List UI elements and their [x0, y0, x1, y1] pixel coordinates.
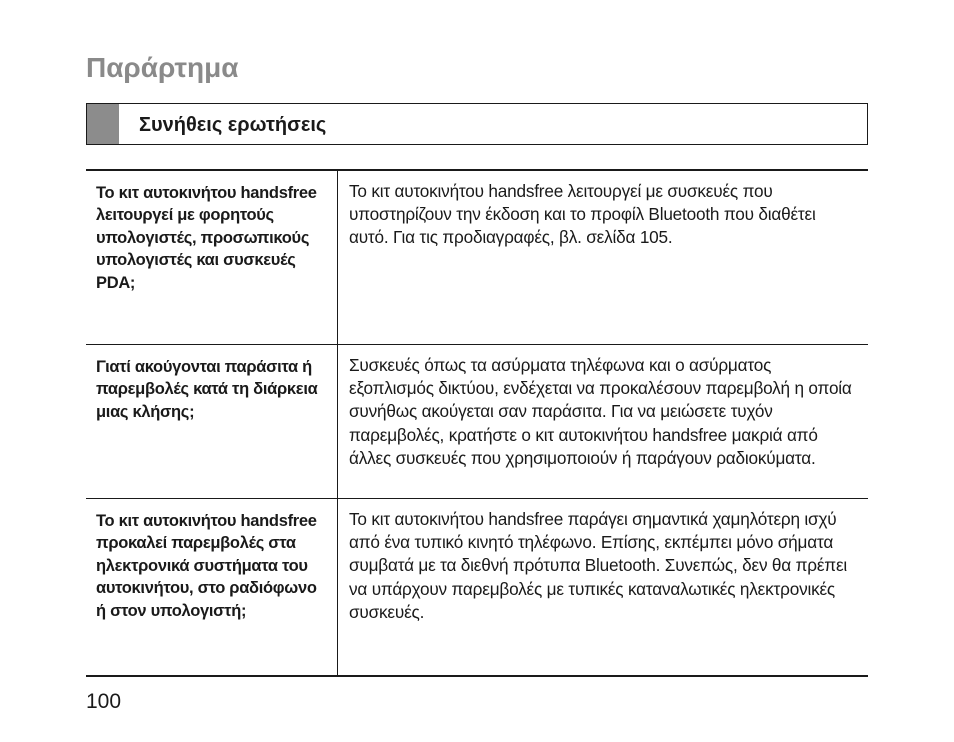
faq-table: [86, 169, 868, 677]
faq-question: Γιατί ακούγονται παράσιτα ή παρεμβολές κατά τη διάρκεια μιας κλήσης;: [86, 345, 338, 498]
page-number: 100: [86, 690, 122, 713]
section-title: Συνήθεις ερωτήσεις: [139, 114, 327, 136]
faq-answer: Συσκευές όπως τα ασύρματα τηλέφωνα και ο ασύρματος εξοπλισμός δικτύου, ενδέχεται να προκαλέσουν παρεμβολή η οποία συνήθως ακούγεται σαν παράσιτα. Για να μειώσετε τυχόν παρεμβολές, κρατήστε ο κιτ αυτοκινήτου handsfree μακριά από άλλες συσκευές που χρησιμοποιούν ή παράγουν ραδιοκύματα.: [349, 355, 852, 468]
page-title: Παράρτημα: [86, 52, 239, 83]
section-marker: [87, 104, 119, 144]
faq-answer: Το κιτ αυτοκινήτου handsfree παράγει σημαντικά χαμηλότερη ισχύ από ένα τυπικό κινητό τηλέφωνο. Επίσης, εκπέμπει μόνο σήματα συμβατά με τα διεθνή πρότυπα Bluetooth. Συνεπώς, δεν θα πρέπει να υπάρχουν παρεμβολές με τυπικές καταναλωτικές ηλεκτρονικές συσκευές.: [349, 509, 848, 622]
faq-row: [86, 345, 868, 499]
faq-answer: Το κιτ αυτοκινήτου handsfree λειτουργεί με συσκευές που υποστηρίζουν την έκδοση και το προφίλ Bluetooth που διαθέτει αυτό. Για τις προδιαγραφές, βλ. σελίδα 105.: [349, 181, 816, 248]
faq-question: Το κιτ αυτοκινήτου handsfree λειτουργεί με φορητούς υπολογιστές, προσωπικούς υπολογιστές και συσκευές PDA;: [86, 171, 338, 344]
faq-row: [86, 499, 868, 677]
faq-question: Το κιτ αυτοκινήτου handsfree προκαλεί παρεμβολές στα ηλεκτρονικά συστήματα του αυτοκινήτου, στο ραδιόφωνο ή στον υπολογιστή;: [86, 499, 338, 675]
faq-row: [86, 171, 868, 345]
section-header: [86, 103, 868, 145]
